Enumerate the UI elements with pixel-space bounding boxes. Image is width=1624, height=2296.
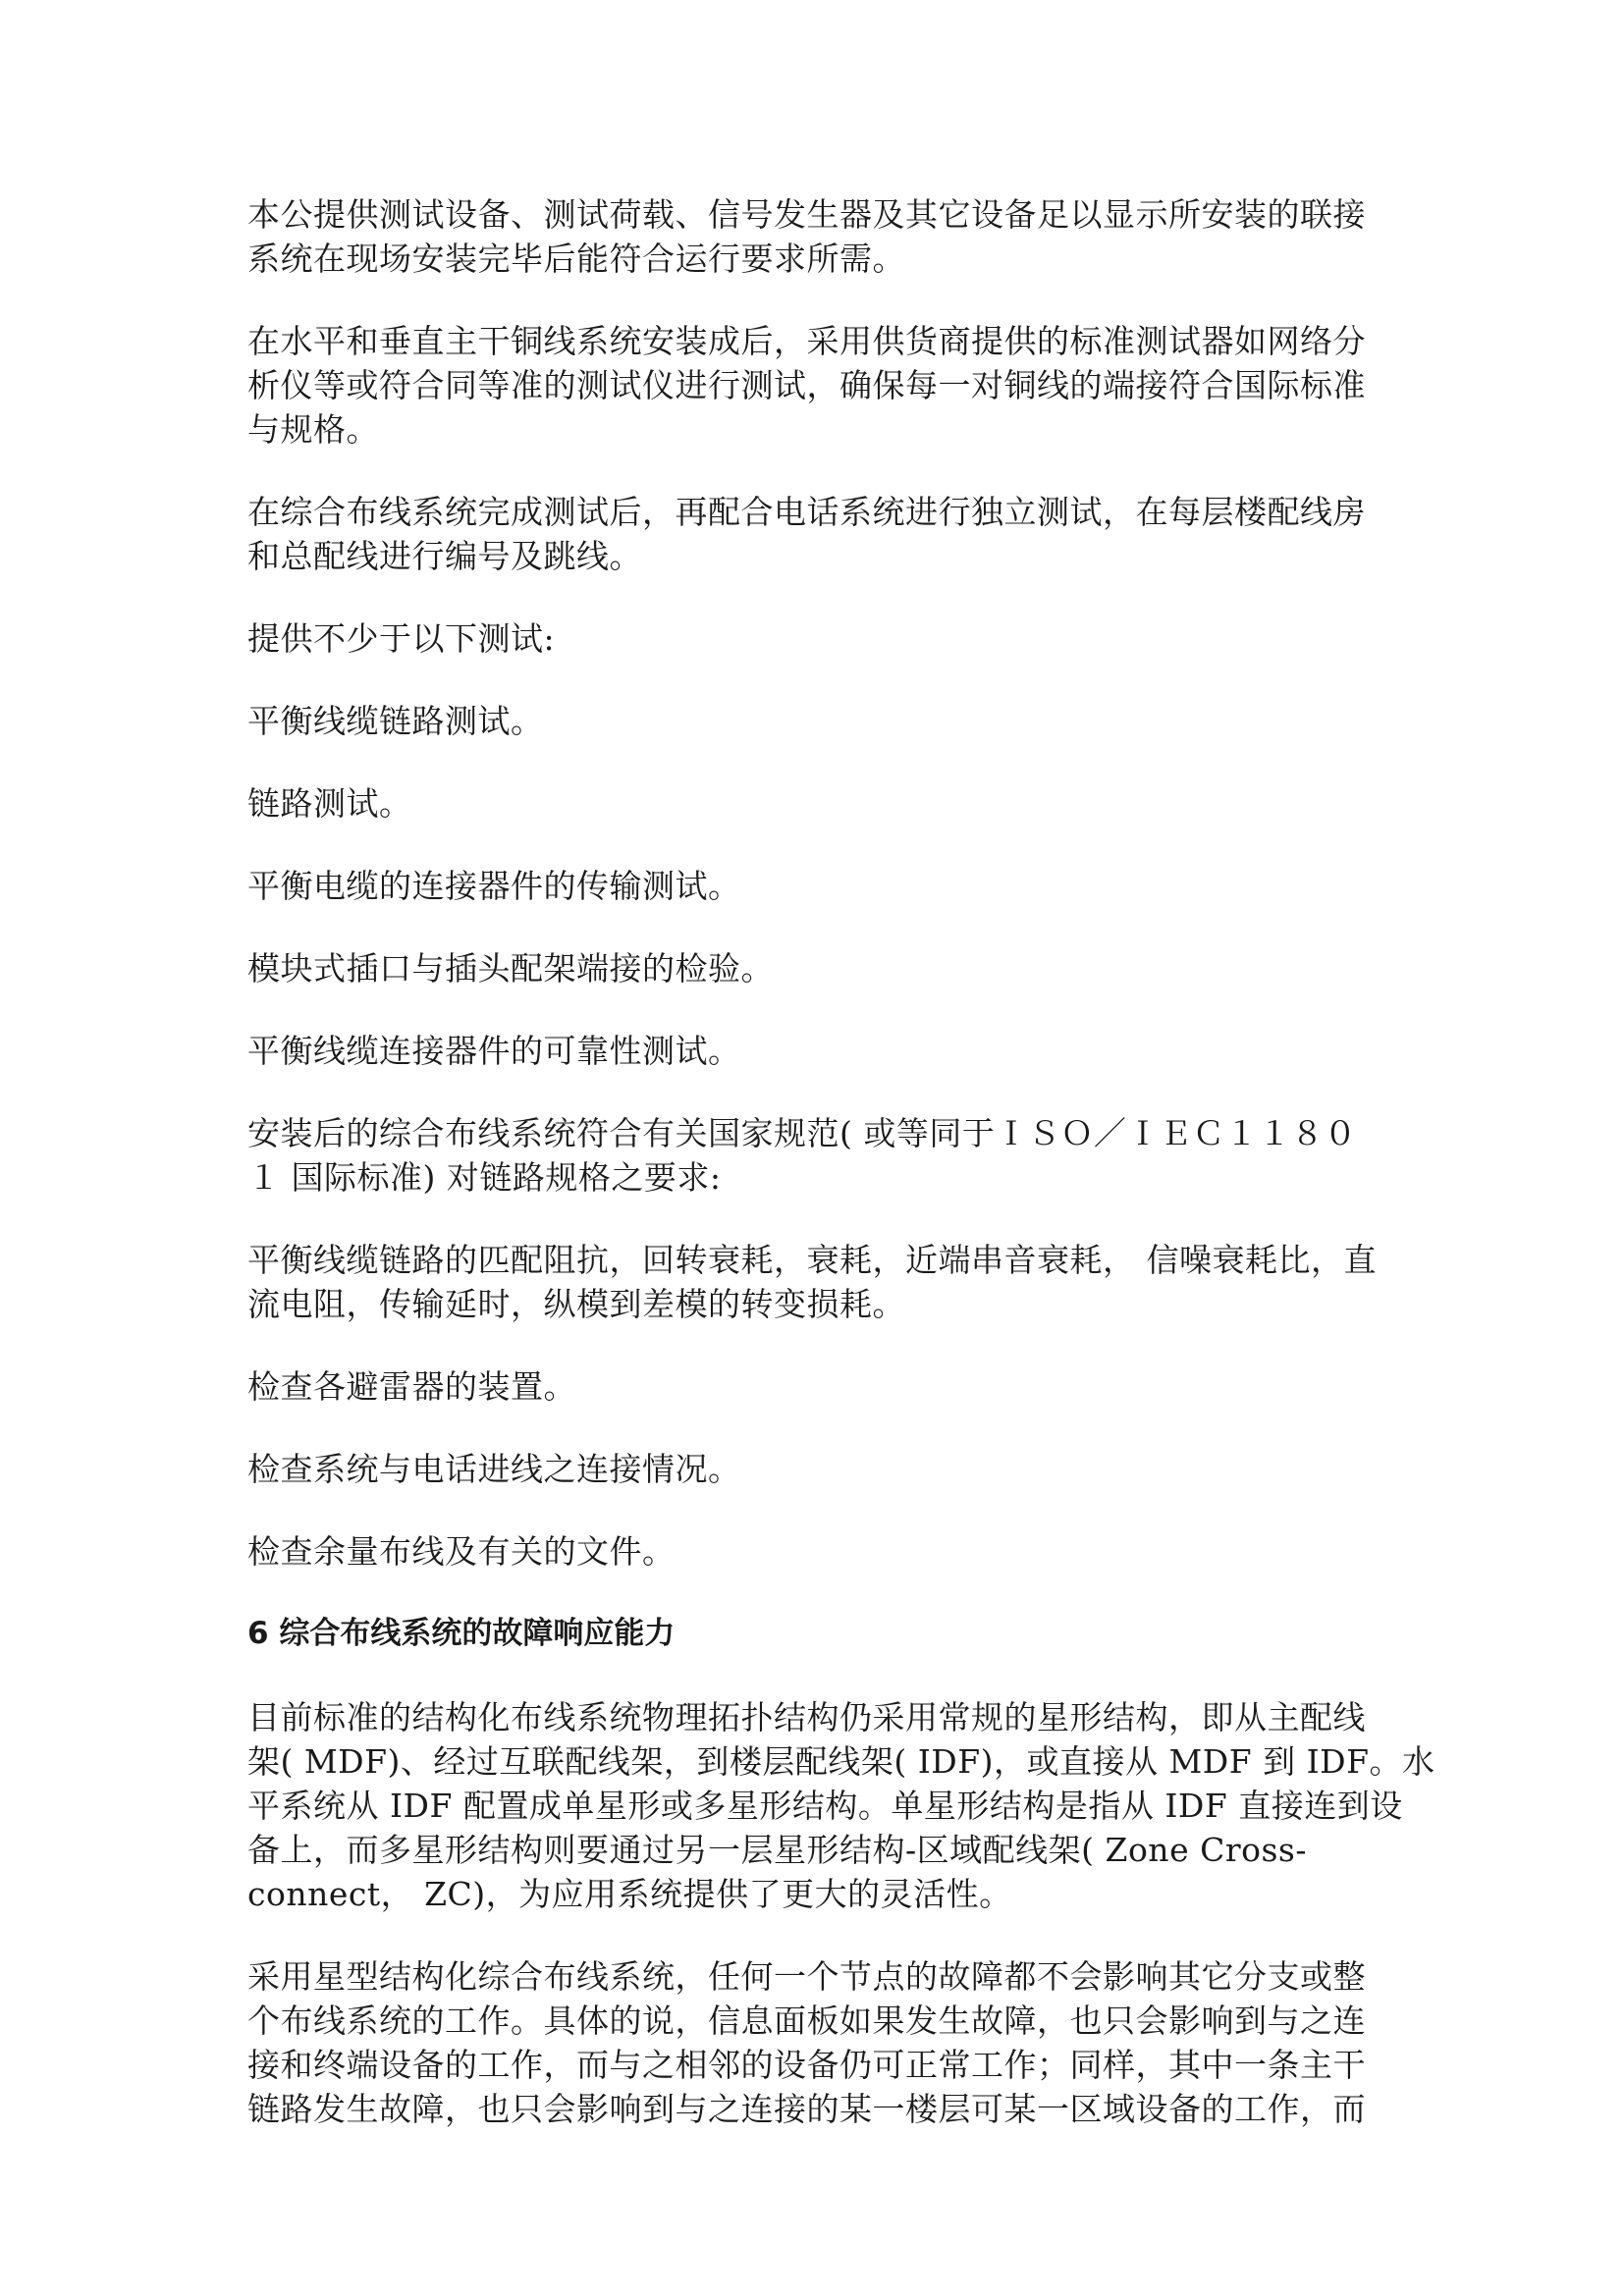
text-line: 链路测试。 — [247, 784, 412, 823]
text-line: 安装后的综合布线系统符合有关国家规范( 或等同于ＩＳＯ／ＩＥＣ１１８０ — [247, 1114, 1357, 1152]
document-body — [247, 192, 1435, 2169]
paragraph-fault-isolation — [247, 1954, 1386, 2131]
text-line: 检查余量布线及有关的文件。 — [247, 1532, 676, 1571]
paragraph-standards-compliance — [247, 1111, 1386, 1200]
paragraph-star-topology — [247, 1695, 1435, 1916]
paragraph-connector-transmission-test — [247, 864, 1386, 908]
text-line: 目前标准的结构化布线系统物理拓扑结构仍采用常规的星形结构，即从主配线 — [247, 1698, 1366, 1736]
text-line: 析仪等或符合同等准的测试仪进行测试，确保每一对铜线的端接符合国际标准 — [247, 366, 1366, 404]
paragraph-balanced-cable-test — [247, 699, 1386, 743]
text-line: 个布线系统的工作。具体的说，信息面板如果发生故障，也只会影响到与之连 — [247, 2002, 1366, 2040]
text-line: 链路发生故障，也只会影响到与之连接的某一楼层可某一区域设备的工作，而 — [247, 2090, 1366, 2128]
paragraph-lightning-arrester-check — [247, 1364, 1386, 1409]
text-line: 本公提供测试设备、测试荷载、信号发生器及其它设备足以显示所安装的联接 — [247, 195, 1366, 234]
text-line: 和总配线进行编号及跳线。 — [247, 537, 642, 575]
text-line: 与规格。 — [247, 410, 379, 449]
text-line: 平衡线缆链路测试。 — [247, 702, 544, 740]
text-line: 流电阻，传输延时，纵模到差模的转变损耗。 — [247, 1285, 905, 1323]
text-line: 接和终端设备的工作，而与之相邻的设备仍可正常工作；同样，其中一条主干 — [247, 2046, 1366, 2084]
text-line: connect， ZC)，为应用系统提供了更大的灵活性。 — [247, 1875, 1012, 1913]
text-line: 采用星型结构化综合布线系统，任何一个节点的故障都不会影响其它分支或整 — [247, 1957, 1366, 1996]
paragraph-spare-cabling-check — [247, 1529, 1386, 1574]
text-line: 平衡线缆链路的匹配阻抗，回转衰耗，衰耗，近端串音衰耗， 信噪衰耗比，直 — [247, 1241, 1377, 1279]
text-line: 模块式插口与插头配架端接的检验。 — [247, 949, 774, 988]
paragraph-link-test — [247, 781, 1386, 826]
paragraph-connector-reliability-test — [247, 1029, 1386, 1073]
paragraph-test-equipment — [247, 192, 1386, 281]
paragraph-phone-line-check — [247, 1447, 1386, 1491]
text-line: 平系统从 IDF 配置成单星形或多星形结构。单星形结构是指从 IDF 直接连到设 — [247, 1787, 1403, 1825]
text-line: 检查各避雷器的装置。 — [247, 1367, 576, 1406]
text-line: 架( MDF)、经过互联配线架，到楼层配线架( IDF)，或直接从 MDF 到 IDF。水 — [247, 1742, 1435, 1781]
paragraph-test-list-intro — [247, 616, 1386, 661]
paragraph-link-parameters — [247, 1238, 1386, 1326]
text-line: 在水平和垂直主干铜线系统安装成后，采用供货商提供的标准测试器如网络分 — [247, 322, 1366, 360]
text-line: 平衡电缆的连接器件的传输测试。 — [247, 867, 741, 905]
text-line: 提供不少于以下测试: — [247, 619, 556, 658]
text-line: １ 国际标准) 对链路规格之要求: — [247, 1158, 722, 1197]
text-line: 备上，而多星形结构则要通过另一层星形结构-区域配线架( Zone Cross- — [247, 1831, 1307, 1869]
text-line: 平衡线缆连接器件的可靠性测试。 — [247, 1032, 741, 1070]
text-line: 在综合布线系统完成测试后，再配合电话系统进行独立测试，在每层楼配线房 — [247, 493, 1366, 531]
section-heading: 6 综合布线系统的故障响应能力 — [247, 1616, 676, 1651]
text-line: 检查系统与电话进线之连接情况。 — [247, 1450, 741, 1488]
text-line: 系统在现场安装完毕后能符合运行要求所需。 — [247, 240, 905, 278]
paragraph-copper-testing — [247, 319, 1386, 452]
paragraph-phone-system-test — [247, 490, 1386, 578]
paragraph-modular-jack-inspection — [247, 946, 1386, 990]
